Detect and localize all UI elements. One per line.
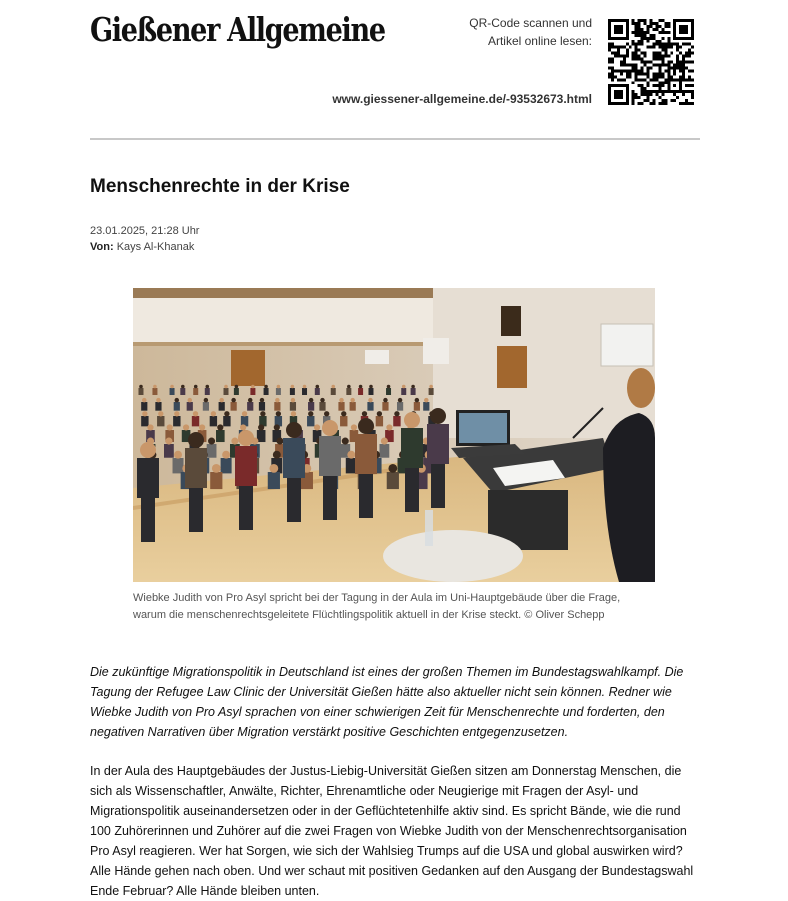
- masthead: [90, 0, 700, 140]
- newspaper-logo[interactable]: Gießener Allgemeine: [90, 10, 385, 49]
- article-body: In der Aula des Hauptgebäudes der Justus-Liebig-Universität Gießen sitzen am Donnerstag Menschen, die sich als Wissenschaftler, Anwälte, Richter, Ehrenamtliche oder Neugierige mit Fragen der Asyl- und Migrationspolitik auseinandersetzen oder in der Geflüchtetenhilfe aktiv sind. Es spricht Bände, wie die rund 100 Zuhörerinnen und Zuhörer auf die zwei Fragen von Wiebke Judith von der Menschenrechtsorganisation Pro Asyl reagieren. Wer hat Sorgen, wie sich der Wahlsieg Trumps auf die USA und global auswirken wird? Alle Hände gehen nach oben. Und wer schaut mit positiven Gedanken auf den Ausgang der Bundestagswahl Ende Februar? Alle Hände bleiben unten.: [90, 764, 694, 898]
- qr-instruction-line-2: Artikel online lesen:: [487, 34, 592, 48]
- photo-caption: Wiebke Judith von Pro Asyl spricht bei der Tagung in der Aula im Uni-Hauptgebäude über die Frage, warum die menschenrechtsgeleitete Flüchtlingspolitik aktuell in der Krise steckt. © Oliver Schepp: [133, 592, 621, 621]
- qr-code-icon[interactable]: [608, 19, 694, 105]
- article-lead: Die zukünftige Migrationspolitik in Deutschland ist eines der großen Themen im Bundestagswahlkampf. Die Tagung der Refugee Law Clinic der Universität Gießen hätte also aktueller nicht sein können. Redner wie Wiebke Judith von Pro Asyl sprachen von einer schwierigen Zeit für Menschenrechte und forderten, den negativen Narrativen über Migration verstärkt positive Geschichten entgegenzusetzen.: [90, 665, 684, 739]
- article-author: [90, 241, 194, 253]
- article-photo[interactable]: [133, 288, 655, 582]
- article-title: Menschenrechte in der Krise: [90, 176, 350, 197]
- qr-instruction-line-1: QR-Code scannen und: [469, 16, 592, 30]
- author-label: Von:: [90, 241, 114, 253]
- article-url[interactable]: www.giessener-allgemeine.de/-93532673.html: [332, 92, 592, 106]
- article-page: [90, 0, 700, 898]
- qr-instructions: [469, 14, 592, 50]
- conference-hall-image: [133, 288, 655, 582]
- article-date: 23.01.2025, 21:28 Uhr: [90, 225, 200, 237]
- author-name: Kays Al-Khanak: [116, 241, 195, 253]
